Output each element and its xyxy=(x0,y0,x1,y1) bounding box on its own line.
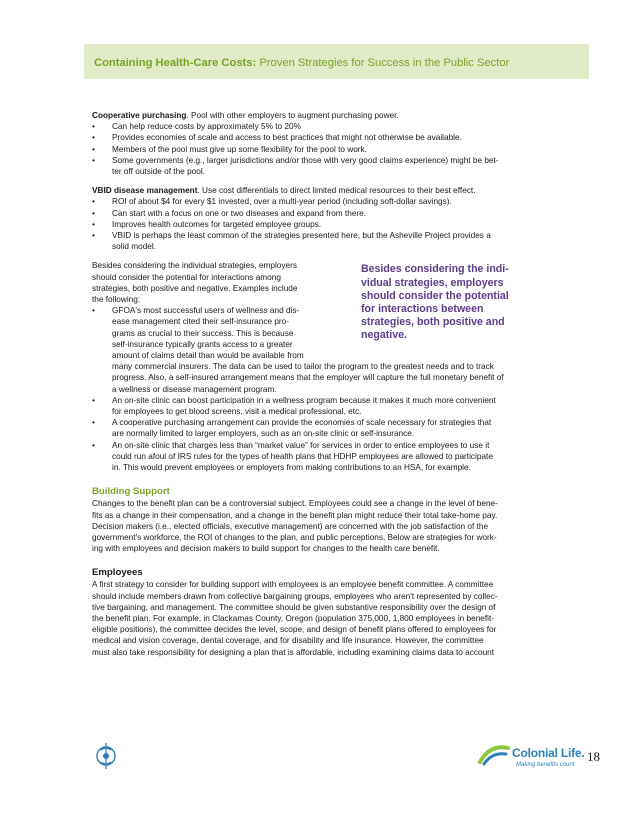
list-item: • ROI of about $4 for every $1 invested, over a multi-year period (including soft-dollar savings). xyxy=(92,196,570,207)
list-line: grams as crucial to their success. This is because xyxy=(112,328,294,338)
brand-tagline: Making benefits count xyxy=(516,762,575,768)
text-line: A first strategy to consider for building support with employees is an employee benefit committee. A committee xyxy=(92,580,494,590)
section-heading-building-support: Building Support xyxy=(92,486,170,498)
text-line: should include members drawn from collective bargaining groups, employees who aren't represented by collec- xyxy=(92,591,498,601)
vbid-intro-text: . Use cost differentials to direct limited medical resources to their best effect. xyxy=(197,186,476,196)
text-line: strategies, both positive and negative. Examples include xyxy=(92,283,298,293)
text-line: Besides considering the individual strategies, employers xyxy=(92,261,297,271)
list-item xyxy=(92,440,570,474)
text-line: Decision makers (i.e., elected officials, executive management) are concerned with the job satisfaction of the xyxy=(92,521,489,531)
list-line: a wellness or disease management program. xyxy=(112,384,277,394)
list-line: self-insurance typically grants access to a greater xyxy=(112,339,293,349)
text-line: tive bargaining, and management. The committee should be given substantive responsibility over the design of xyxy=(92,602,496,612)
list-line: are normally limited to larger employers, such as an on-site clinic or self-insurance. xyxy=(112,429,415,439)
text-line: medical and vision coverage, dental coverage, and for disability and life insurance. However, the committee xyxy=(92,636,484,646)
pull-quote-line: Besides considering the indi- xyxy=(361,263,509,276)
pull-quote-line: for interactions between xyxy=(361,303,484,316)
gfoa-logo-icon xyxy=(94,740,118,772)
list-item: • Provides economies of scale and access to best practices that might not otherwise be available. xyxy=(92,132,570,143)
list-line: Some governments (e.g., larger jurisdictions and/or those with very good claims experience) might be bet- xyxy=(112,155,499,165)
list-line: • A cooperative purchasing arrangement can provide the economies of scale necessary for strategies that xyxy=(112,418,492,428)
text-line: ing with employees and decision makers to build support for changes to the health care benefit. xyxy=(92,544,440,554)
pull-quote-line: should consider the potential xyxy=(361,289,509,302)
colonial-life-logo-icon xyxy=(478,740,585,776)
list-line: VBID is perhaps the least common of the strategies presented here, but the Asheville Project provides a xyxy=(112,231,491,241)
list-line: could run afoul of IRS rules for the types of health plans that HDHP employees are allowed to participate xyxy=(112,451,493,461)
list-line: in. This would prevent employees or employers from making contributions to an HSA, for example. xyxy=(112,463,471,473)
text-line: must also take responsibility for designing a plan that is affordable, including examining claims data to account xyxy=(92,647,495,657)
colonial-life-mark-icon xyxy=(478,742,510,766)
text-line: government's workforce, the ROI of changes to the plan, and public perceptions. Below are strategies for work- xyxy=(92,532,497,542)
list-item: • Improves health outcomes for targeted employee groups. xyxy=(92,219,570,230)
text-line: eligible positions), the committee decides the level, scope, and design of benefit plans offered to employees for xyxy=(92,625,497,635)
list-item: • Can help reduce costs by approximately 5% to 20% xyxy=(92,121,570,132)
page-header-title xyxy=(94,57,509,69)
pull-quote-line: strategies, both positive and xyxy=(361,316,505,329)
page-number: 18 xyxy=(587,749,600,764)
list-line: amount of claims detail than would be available from xyxy=(112,351,304,361)
vbid-intro xyxy=(92,185,570,196)
interactions-section xyxy=(92,260,570,394)
vbid-title: VBID disease management xyxy=(92,186,198,196)
text-line: Changes to the benefit plan can be a controversial subject. Employees could see a change in the level of bene- xyxy=(92,499,498,509)
text-line: fits as a change in their compensation, and a change in the benefit plan might reduce their total take-home pay. xyxy=(92,510,498,520)
list-line: ease management cited their self-insurance pro- xyxy=(112,317,290,327)
text-line: the following: xyxy=(92,295,141,305)
list-item: • Can start with a focus on one or two diseases and expand from there. xyxy=(92,208,570,219)
list-line: many commercial insurers. The data can be used to tailor the program to the greatest needs and to track xyxy=(112,362,494,372)
text-line: the benefit plan. For example, in Clackamas County, Oregon (population 375,000, 1,800 employees in benefit- xyxy=(92,613,495,623)
coop-intro xyxy=(92,110,570,121)
list-item: • Members of the pool must give up some flexibility for the pool to work. xyxy=(92,144,570,155)
coop-intro-text: . Pool with other employers to augment purchasing power. xyxy=(186,111,399,120)
pull-quote-line: vidual strategies, employers xyxy=(361,276,504,289)
header-title-bold: Containing Health-Care Costs: xyxy=(94,57,257,69)
interactions-intro xyxy=(92,260,344,305)
pull-quote-line: negative. xyxy=(361,329,407,342)
list-line: • An on-site clinic that charges less than “market value” for services in order to entice employees to use it xyxy=(112,440,490,450)
text-line: should consider the potential for interactions among xyxy=(92,272,281,282)
brand-name: Colonial Life. xyxy=(512,746,585,760)
header-title-rest: Proven Strategies for Success in the Public Sector xyxy=(259,57,510,69)
main-content xyxy=(92,110,570,658)
list-item xyxy=(92,230,570,252)
pull-quote xyxy=(361,263,547,342)
list-line: • An on-site clinic can boost participation in a wellness program because it makes it much more convenient xyxy=(112,395,496,405)
list-item xyxy=(92,395,570,417)
list-item xyxy=(92,155,570,177)
list-line: progress. Also, a self-insured arrangement means that the employer will capture the full monetary benefit of xyxy=(112,373,504,383)
coop-title: Cooperative purchasing xyxy=(92,111,187,120)
list-item xyxy=(92,417,570,439)
section-heading-employees: Employees xyxy=(92,567,143,579)
list-line: for employees to get blood screens, visit a medical professional, etc. xyxy=(112,407,362,417)
list-line: • GFOA's most successful users of wellness and dis- xyxy=(112,306,300,316)
list-line: ter off outside of the pool. xyxy=(112,167,205,177)
list-line: solid model. xyxy=(112,242,157,252)
